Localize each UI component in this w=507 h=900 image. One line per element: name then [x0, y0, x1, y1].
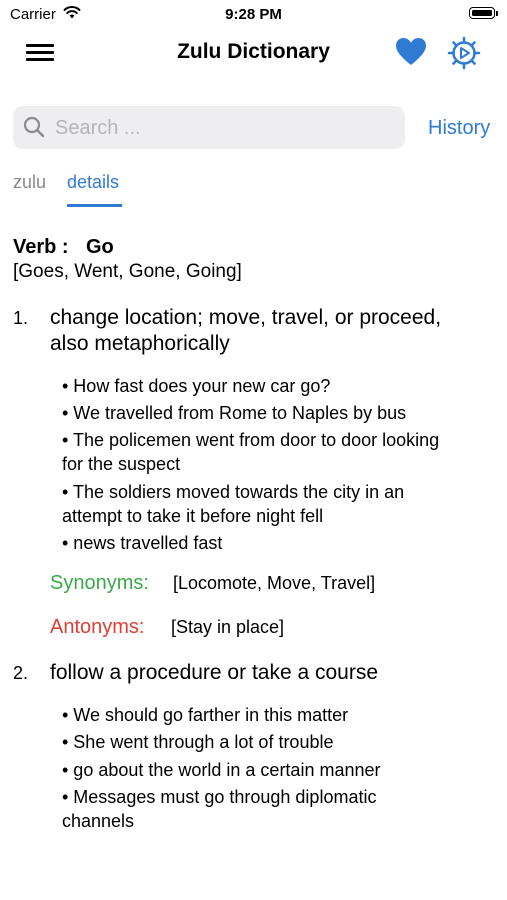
headword: Go — [86, 236, 114, 258]
status-time: 9:28 PM — [225, 6, 282, 23]
example-line: attempt to take it before night fell — [62, 506, 324, 526]
sense-number: 1. — [13, 308, 29, 328]
carrier-label: Carrier — [10, 6, 56, 23]
battery-icon — [469, 7, 495, 19]
tab-zulu[interactable]: zulu — [13, 172, 47, 192]
sense-definition-line: also metaphorically — [50, 332, 230, 355]
part-of-speech: Verb : — [13, 236, 69, 258]
word-forms: [Goes, Went, Gone, Going] — [13, 261, 242, 282]
settings-gear-icon[interactable] — [447, 36, 481, 70]
synonyms-list: [Locomote, Move, Travel] — [173, 573, 376, 593]
page-title: Zulu Dictionary — [177, 40, 330, 63]
example-line: • go about the world in a certain manner — [62, 760, 381, 780]
tab-details[interactable]: details — [67, 172, 120, 192]
example-line: • She went through a lot of trouble — [62, 732, 334, 752]
example-line: channels — [62, 811, 135, 831]
antonyms-list: [Stay in place] — [171, 617, 285, 637]
search-icon — [23, 116, 45, 138]
antonyms-label: Antonyms: — [50, 616, 145, 638]
example-line: • Messages must go through diplomatic — [62, 787, 377, 807]
status-bar — [0, 0, 507, 28]
synonyms-label: Synonyms: — [50, 572, 149, 594]
example-line: • We should go farther in this matter — [62, 705, 349, 725]
example-line: • We travelled from Rome to Naples by bus — [62, 403, 407, 423]
favorite-heart-icon[interactable] — [395, 37, 427, 67]
sense-definition-line: change location; move, travel, or proceed, — [50, 306, 442, 329]
sense-number: 2. — [13, 663, 29, 683]
example-line: for the suspect — [62, 454, 181, 474]
sense-definition-line: follow a procedure or take a course — [50, 661, 379, 684]
example-line: • The policemen went from door to door looking — [62, 430, 440, 450]
example-line: • How fast does your new car go? — [62, 376, 331, 396]
search-bar[interactable] — [13, 106, 405, 149]
history-button[interactable]: History — [428, 117, 491, 139]
search-input[interactable] — [53, 106, 397, 151]
example-line: • The soldiers moved towards the city in an — [62, 482, 405, 502]
active-tab-indicator — [67, 204, 122, 207]
example-line: • news travelled fast — [62, 533, 223, 553]
